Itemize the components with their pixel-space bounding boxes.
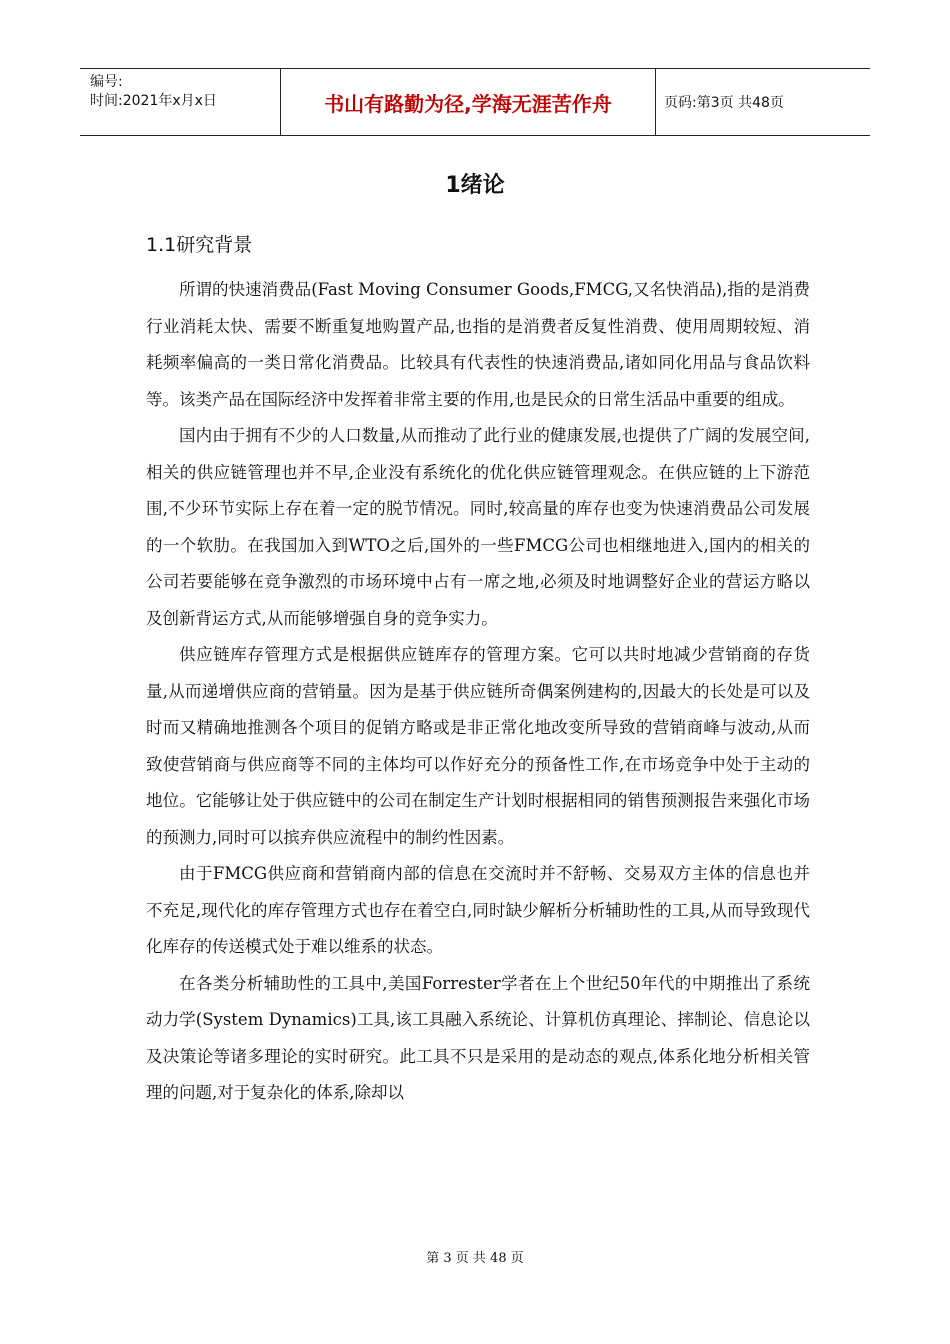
paragraph: 由于FMCG供应商和营销商内部的信息在交流时并不舒畅、交易双方主体的信息也并不充足,现代化的库存管理方式也存在着空白,同时缺少解析分析辅助性的工具,从而导致现代化库存的传送模式处于难以维系的状态。	[146, 864, 810, 956]
header-page-info: 页码:第3页 共48页	[664, 95, 784, 111]
paragraph: 所谓的快速消费品(Fast Moving Consumer Goods,FMCG,又名快消品),指的是消费行业消耗太快、需要不断重复地购置产品,也指的是消费者反复性消费、使用周期较短、消耗频率偏高的一类日常化消费品。比较具有代表性的快速消费品,诸如同化用品与食品饮料等。该类产品在国际经济中发挥着非常主要的作用,也是民众的日常生活品中重要的组成。	[146, 280, 810, 409]
paragraph: 国内由于拥有不少的人口数量,从而推动了此行业的健康发展,也提供了广阔的发展空间,相关的供应链管理也并不早,企业没有系统化的优化供应链管理观念。在供应链的上下游范围,不少环节实际上存在着一定的脱节情况。同时,较高量的库存也变为快速消费品公司发展的一个软肋。在我国加入到WTO之后,国外的一些FMCG公司也相继地进入,国内的相关的公司若要能够在竞争激烈的市场环境中占有一席之地,必须及时地调整好企业的营运方略以及创新背运方式,从而能够增强自身的竞争实力。	[146, 426, 810, 628]
paragraph: 在各类分析辅助性的工具中,美国Forrester学者在上个世纪50年代的中期推出了系统动力学(System Dynamics)工具,该工具融入系统论、计算机仿真理论、摔制论、信息论以及决策论等诸多理论的实时研究。此工具不只是采用的是动态的观点,体系化地分析相关管理的问题,对于复杂化的体系,除却以	[146, 973, 810, 1102]
page-header	[80, 68, 870, 136]
body-text	[146, 272, 810, 1112]
document-number-label: 编号:	[90, 74, 123, 90]
paragraph: 供应链库存管理方式是根据供应链库存的管理方案。它可以共时地减少营销商的存货量,从而递增供应商的营销量。因为是基于供应链所奇偶案例建构的,因最大的长处是可以及时而又精确地推测各个项目的促销方略或是非正常化地改变所导致的营销商峰与波动,从而致使营销商与供应商等不同的主体均可以作好充分的预备性工作,在市场竞争中处于主动的地位。它能够让处于供应链中的公司在制定生产计划时根据相同的销售预测报告来强化市场的预测力,同时可以摈弃供应流程中的制约性因素。	[146, 645, 810, 847]
header-meta	[80, 69, 280, 135]
section-title: 1.1研究背景	[146, 234, 253, 256]
document-time-label: 时间:2021年x月x日	[90, 93, 217, 109]
header-motto: 书山有路勤为径,学海无涯苦作舟	[280, 69, 656, 135]
chapter-title: 1绪论	[445, 173, 505, 198]
page-footer: 第 3 页 共 48 页	[426, 1251, 524, 1266]
